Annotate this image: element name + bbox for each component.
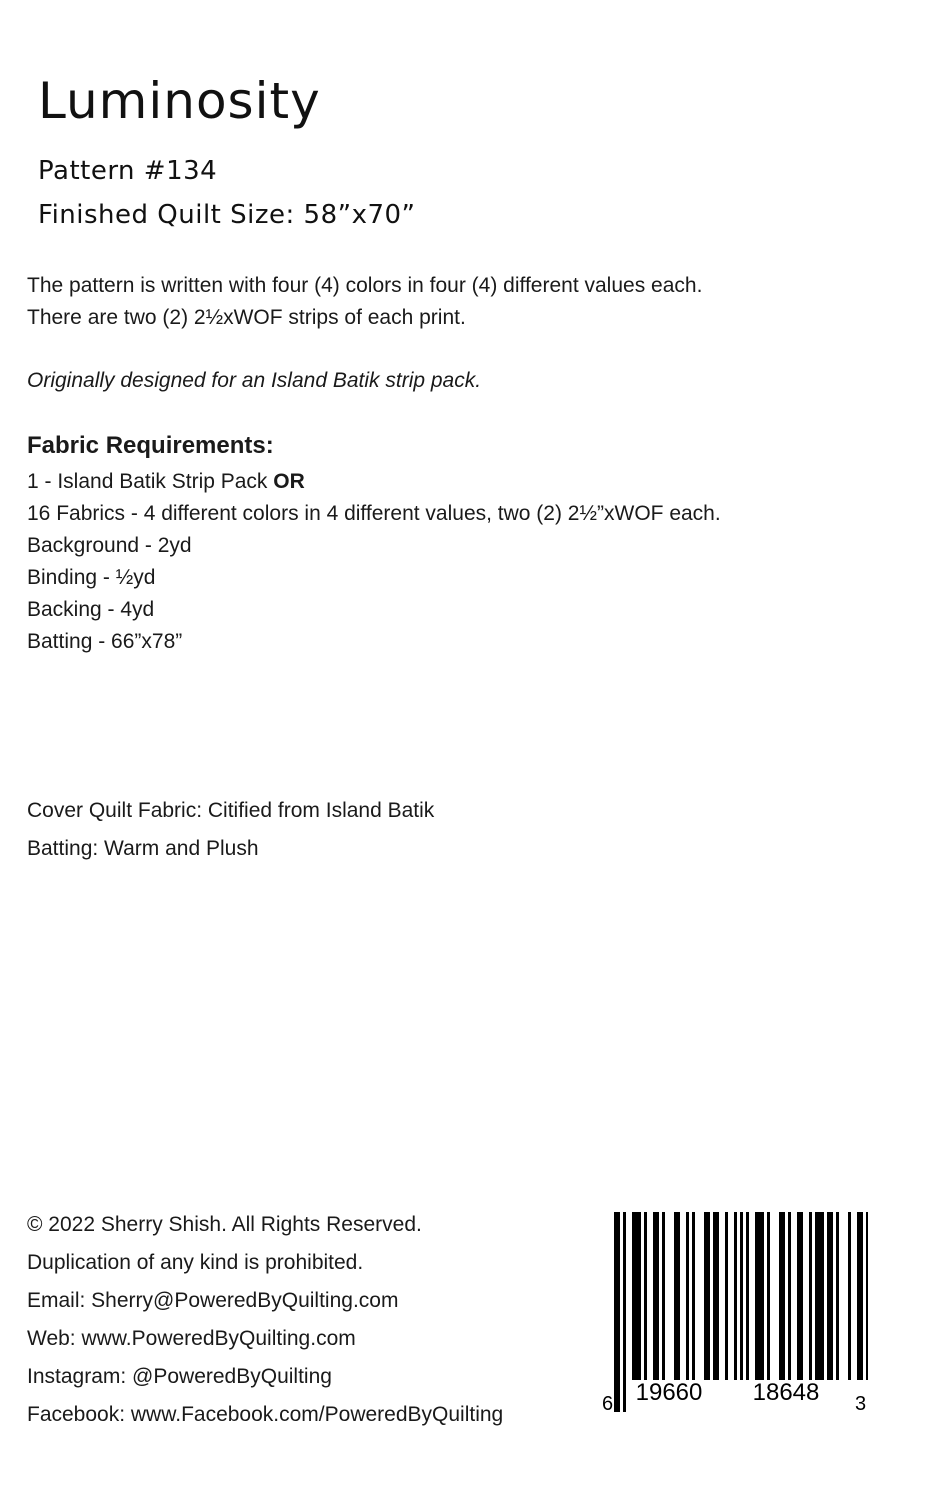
barcode-bar <box>848 1212 851 1380</box>
fabric-item: Binding - ½yd <box>27 566 156 589</box>
barcode-left-group: 19660 <box>635 1379 703 1406</box>
barcode-bar <box>725 1212 728 1380</box>
barcode-right-group: 18648 <box>752 1379 820 1406</box>
barcode-bar <box>644 1212 647 1380</box>
barcode-bar <box>857 1212 863 1380</box>
finished-size: Finished Quilt Size: 58”x70” <box>38 200 416 230</box>
barcode-bar <box>674 1212 680 1380</box>
barcode-bar <box>653 1212 659 1380</box>
barcode-bar <box>788 1212 791 1380</box>
fabric-item: 16 Fabrics - 4 different colors in 4 different values, two (2) 2½”xWOF each. <box>27 502 721 525</box>
duplication-notice: Duplication of any kind is prohibited. <box>27 1251 364 1274</box>
barcode-bar <box>827 1212 833 1380</box>
fabric-item: Backing - 4yd <box>27 598 155 621</box>
copyright-line: © 2022 Sherry Shish. All Rights Reserved. <box>27 1213 422 1236</box>
strip-pack-text: 1 - Island Batik Strip Pack <box>27 470 274 493</box>
barcode-digit-first: 6 <box>602 1393 614 1412</box>
barcode-bar <box>734 1212 737 1380</box>
barcode-bar <box>809 1212 812 1380</box>
intro-line-2: There are two (2) 2½xWOF strips of each print. <box>27 306 466 329</box>
instagram-line: Instagram: @PoweredByQuilting <box>27 1365 332 1388</box>
barcode-bar <box>815 1212 824 1380</box>
barcode-bar <box>704 1212 710 1380</box>
barcode-bar <box>767 1212 770 1380</box>
barcode-bar <box>779 1212 785 1380</box>
barcode-bar <box>755 1212 764 1380</box>
barcode-bar <box>866 1212 868 1380</box>
intro-line-1: The pattern is written with four (4) colors in four (4) different values each. <box>27 274 703 297</box>
strip-pack-or: OR <box>273 470 305 493</box>
upc-barcode <box>596 1212 868 1412</box>
pattern-title: Luminosity <box>38 72 321 130</box>
barcode-bar <box>614 1212 620 1412</box>
cover-fabric: Cover Quilt Fabric: Citified from Island Batik <box>27 799 435 822</box>
barcode-digit-check: 3 <box>855 1393 867 1412</box>
barcode-bar <box>836 1212 839 1380</box>
barcode-bar <box>740 1212 743 1380</box>
fabric-item: Batting - 66”x78” <box>27 630 183 653</box>
barcode-bar <box>632 1212 641 1380</box>
barcode-bar <box>623 1212 626 1412</box>
barcode-bar <box>662 1212 665 1380</box>
web-line: Web: www.PoweredByQuilting.com <box>27 1327 356 1350</box>
fabric-item-strip-pack <box>27 466 305 498</box>
email-line: Email: Sherry@PoweredByQuilting.com <box>27 1289 399 1312</box>
barcode-bar <box>713 1212 719 1380</box>
pattern-number: Pattern #134 <box>38 156 218 186</box>
barcode-bar <box>692 1212 695 1380</box>
cover-batting: Batting: Warm and Plush <box>27 837 259 860</box>
barcode-bar <box>686 1212 689 1380</box>
facebook-line: Facebook: www.Facebook.com/PoweredByQuilting <box>27 1403 504 1426</box>
origin-note: Originally designed for an Island Batik strip pack. <box>27 369 482 392</box>
fabric-item: Background - 2yd <box>27 534 192 557</box>
barcode-bar <box>746 1212 749 1380</box>
barcode-bar <box>797 1212 803 1380</box>
fabric-heading: Fabric Requirements: <box>27 432 274 459</box>
